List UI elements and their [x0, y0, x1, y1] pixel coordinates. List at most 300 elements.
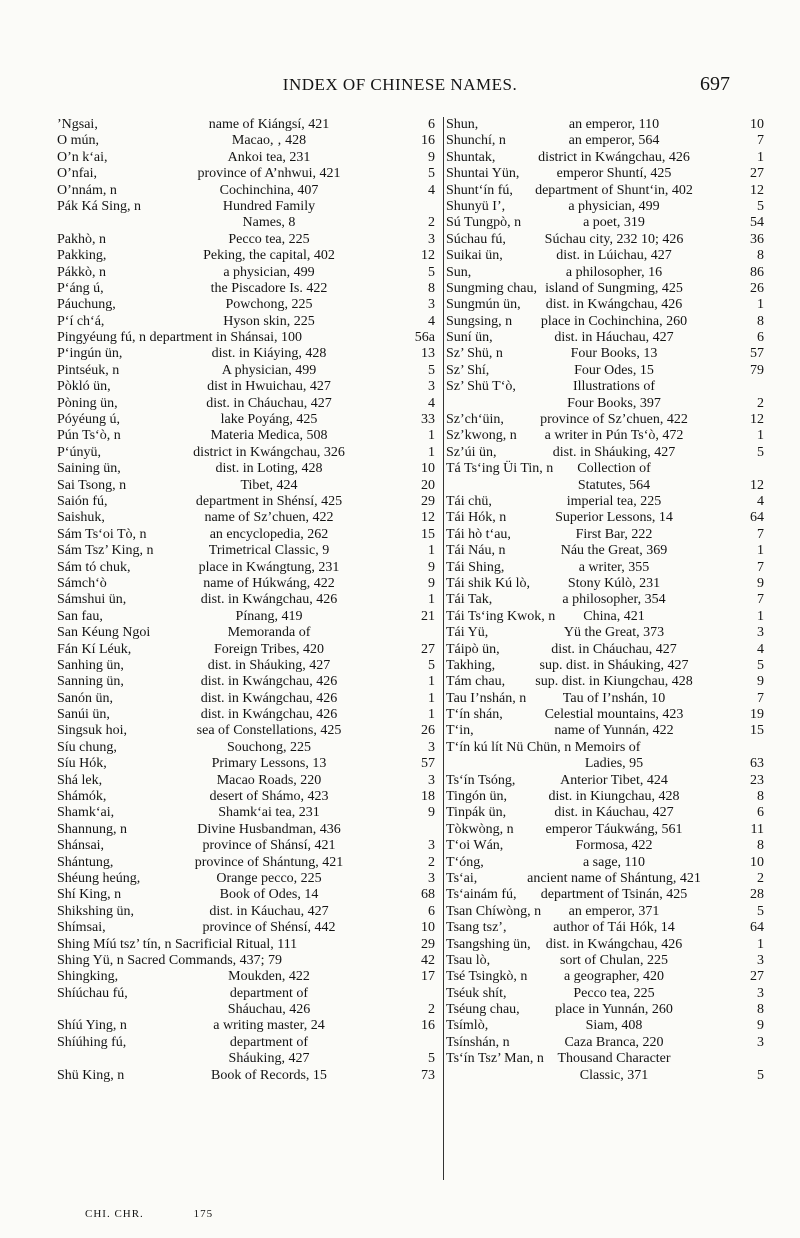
- entry-line: [446, 281, 766, 297]
- entry-line: [446, 658, 766, 674]
- entry-description: name of Kiángsí, 421: [208, 117, 330, 132]
- index-entry: [57, 576, 441, 592]
- entry-description: sup. dist. in Kiungchau, 428: [535, 674, 693, 690]
- index-entry: [446, 232, 766, 248]
- entry-description: China, 421: [583, 608, 645, 624]
- entry-term: Sanón ün,: [57, 690, 113, 706]
- index-entry: [57, 1018, 441, 1034]
- entry-line: [57, 920, 441, 936]
- entry-column-ref: 12: [750, 412, 764, 428]
- entry-column-ref: 7: [757, 526, 764, 542]
- entry-column-ref: 7: [757, 133, 764, 149]
- entry-term: Shunt‘ín fú,: [446, 182, 513, 198]
- entry-column-ref: 79: [750, 362, 764, 378]
- entry-term: Shuntak,: [446, 149, 496, 165]
- entry-term: Shá lek,: [57, 772, 103, 788]
- entry-description: Divine Husbandman, 436: [197, 821, 341, 837]
- entry-line: [57, 904, 441, 920]
- entry-line: [57, 478, 441, 494]
- entry-description: Thousand Character: [557, 1051, 671, 1067]
- index-entry: [57, 740, 441, 756]
- entry-term: Tsang tsz’,: [446, 920, 507, 936]
- entry-column-ref: 5: [428, 1051, 435, 1067]
- entry-description: a geographer, 420: [563, 969, 665, 985]
- entry-line: [57, 297, 441, 313]
- entry-column-ref: 57: [421, 756, 435, 772]
- entry-column-ref: 4: [428, 313, 435, 329]
- entry-line: [446, 1035, 766, 1051]
- entry-column-ref: 18: [421, 789, 435, 805]
- entry-column-ref: 5: [428, 166, 435, 182]
- entry-description: Memoranda of: [227, 625, 311, 641]
- entry-line: [446, 232, 766, 248]
- entry-column-ref: 3: [428, 379, 435, 395]
- entry-line: [446, 625, 766, 641]
- index-entry: [446, 920, 766, 936]
- index-entry: [446, 986, 766, 1002]
- entry-line: [446, 379, 766, 395]
- entry-description: Yü the Great, 373: [563, 625, 665, 641]
- entry-description: the Piscadore Is. 422: [210, 280, 328, 296]
- entry-line: [57, 838, 441, 854]
- entry-term: Sun,: [446, 264, 472, 280]
- entry-column-ref: 5: [757, 198, 764, 214]
- index-entry: [57, 953, 441, 969]
- entry-term: Síu chung,: [57, 739, 117, 755]
- entry-column-ref: 3: [428, 297, 435, 313]
- entry-term: Tái Náu, n: [446, 543, 506, 559]
- entry-description: department in Shénsí, 425: [195, 493, 343, 509]
- entry-column-ref: 15: [421, 526, 435, 542]
- entry-line: [446, 609, 766, 625]
- entry-line: [446, 478, 766, 494]
- entry-column-ref: 27: [421, 641, 435, 657]
- entry-term: O mún,: [57, 133, 99, 149]
- entry-column-ref: 9: [757, 674, 764, 690]
- index-entry: [446, 215, 766, 231]
- entry-term: Shántung,: [57, 854, 114, 870]
- entry-line: [446, 560, 766, 576]
- entry-line: [57, 969, 441, 985]
- index-entry: [57, 986, 441, 1019]
- entry-description: sup. dist. in Sháuking, 427: [539, 657, 689, 673]
- entry-column-ref: 9: [757, 575, 764, 591]
- index-entry: [446, 805, 766, 821]
- index-entry: [57, 363, 441, 379]
- entry-description: Cochinchina, 407: [219, 182, 319, 198]
- entry-description: Statutes, 564: [577, 477, 651, 493]
- entry-description: Macao Roads, 220: [216, 772, 322, 788]
- page-header: [0, 75, 800, 97]
- entry-description: a physician, 499: [568, 198, 660, 214]
- entry-column-ref: 27: [750, 969, 764, 985]
- entry-description: dist. in Kwángchau, 426: [200, 592, 338, 608]
- entry-line: [446, 543, 766, 559]
- entry-term: T‘oi Wán,: [446, 838, 504, 854]
- index-entry: [446, 150, 766, 166]
- entry-term: Sámshui ün,: [57, 592, 127, 608]
- entry-term: Pòkló ün,: [57, 379, 111, 395]
- entry-column-ref: 7: [757, 690, 764, 706]
- index-entry: [57, 183, 441, 199]
- entry-column-ref: 3: [757, 1034, 764, 1050]
- index-entry: [446, 1002, 766, 1018]
- index-entry: [57, 1035, 441, 1068]
- entry-column-ref: 9: [428, 805, 435, 821]
- entry-term: Sú Tungpò, n: [446, 215, 522, 231]
- entry-term: Pún Ts‘ò, n: [57, 428, 121, 444]
- entry-line: [446, 199, 766, 215]
- entry-term: Tingón ün,: [446, 789, 507, 805]
- entry-line: [57, 1068, 441, 1084]
- entry-line: [57, 822, 441, 838]
- index-entry: [446, 543, 766, 559]
- index-entry: [446, 707, 766, 723]
- entry-line: [446, 1018, 766, 1034]
- entry-term: Sz’kwong, n: [446, 428, 517, 444]
- entry-column-ref: 29: [421, 493, 435, 509]
- entry-description: sort of Chulan, 225: [559, 952, 669, 968]
- index-entry: [57, 1068, 441, 1084]
- entry-line: [446, 248, 766, 264]
- entry-column-ref: 3: [757, 985, 764, 1001]
- entry-column-ref: 26: [750, 280, 764, 296]
- entry-description: Four Odes, 15: [574, 362, 654, 378]
- entry-line: [446, 133, 766, 149]
- entry-line: [57, 461, 441, 477]
- entry-term: Shing Yü, n Sacred Commands, 437; 79: [57, 952, 283, 968]
- entry-description: an emperor, 564: [568, 133, 660, 149]
- entry-line: [57, 658, 441, 674]
- entry-column-ref: 26: [421, 723, 435, 739]
- entry-term: Fán Kí Léuk,: [57, 641, 132, 657]
- index-column-right: [446, 117, 766, 1084]
- entry-line: [446, 396, 766, 412]
- entry-term: Singsuk hoi,: [57, 723, 128, 739]
- entry-line: [446, 773, 766, 789]
- index-entry: [57, 789, 441, 805]
- entry-term: T‘in,: [446, 723, 474, 739]
- entry-description: Formosa, 422: [575, 838, 653, 854]
- index-entry: [446, 937, 766, 953]
- entry-term: Saishuk,: [57, 510, 105, 526]
- index-entry: [57, 461, 441, 477]
- index-entry: [57, 510, 441, 526]
- entry-column-ref: 5: [757, 903, 764, 919]
- entry-column-ref: 1: [757, 936, 764, 952]
- entry-description: lake Poyáng, 425: [220, 412, 318, 428]
- entry-term: Sámch‘ò: [57, 575, 107, 591]
- entry-term: Ts‘ín Tsz’ Man, n: [446, 1051, 544, 1067]
- entry-line: [446, 330, 766, 346]
- entry-line: [57, 363, 441, 379]
- index-entry: [57, 314, 441, 330]
- entry-term: Tái Tak,: [446, 592, 493, 608]
- entry-term: Shannung, n: [57, 821, 127, 837]
- signature-mark: CHI. CHR.: [85, 1208, 144, 1220]
- signature-number: 175: [193, 1208, 214, 1220]
- entry-line: [446, 920, 766, 936]
- entry-description: Orange pecco, 225: [216, 870, 322, 886]
- entry-column-ref: 1: [757, 608, 764, 624]
- entry-description: dist. in Kwángchau, 426: [200, 690, 338, 706]
- entry-term: Tsau lò,: [446, 952, 491, 968]
- entry-term: San Kéung Ngoi: [57, 625, 151, 641]
- entry-term: Sz’ch‘üin,: [446, 412, 504, 428]
- index-column-left: [57, 117, 441, 1084]
- entry-column-ref: 16: [421, 1018, 435, 1034]
- entry-term: Shamk‘ai,: [57, 805, 115, 821]
- entry-line: [57, 674, 441, 690]
- entry-description: Illustrations of: [572, 379, 656, 395]
- entry-description: province of Shánsí, 421: [202, 838, 336, 854]
- index-entry: [446, 117, 766, 133]
- index-entry: [446, 330, 766, 346]
- entry-column-ref: 4: [757, 641, 764, 657]
- entry-description: Ankoi tea, 231: [227, 149, 311, 165]
- entry-line: [446, 576, 766, 592]
- index-entry: [446, 642, 766, 658]
- entry-description: Shamk‘ai tea, 231: [218, 805, 320, 821]
- entry-column-ref: 1: [428, 543, 435, 559]
- entry-description: Celestial mountains, 423: [544, 707, 684, 723]
- entry-term: Shíúhing fú,: [57, 1034, 127, 1050]
- entry-column-ref: 7: [757, 559, 764, 575]
- entry-description: ancient name of Shántung, 421: [527, 870, 701, 886]
- entry-column-ref: 10: [421, 461, 435, 477]
- entry-line: [57, 805, 441, 821]
- index-entry: [446, 953, 766, 969]
- entry-line: [57, 281, 441, 297]
- entry-line: [446, 707, 766, 723]
- entry-line: [57, 953, 441, 969]
- entry-description: Peking, the capital, 402: [203, 248, 335, 264]
- index-entry: [446, 560, 766, 576]
- entry-term: Shíúchau fú,: [57, 985, 128, 1001]
- index-entry: [57, 166, 441, 182]
- entry-term: Tòkwòng, n: [446, 821, 514, 837]
- entry-line: [57, 412, 441, 428]
- entry-term: Tau I’nshán, n: [446, 690, 527, 706]
- entry-line: [57, 756, 441, 772]
- entry-column-ref: 2: [428, 1002, 435, 1018]
- entry-term: Pingyéung fú, n department in Shánsai, 100: [57, 330, 302, 346]
- entry-description: dist. in Sháuking, 427: [207, 657, 331, 673]
- entry-description: a philosopher, 16: [565, 264, 663, 280]
- entry-line: [446, 887, 766, 903]
- index-entry: [57, 658, 441, 674]
- index-entry: [57, 592, 441, 608]
- entry-column-ref: 54: [750, 215, 764, 231]
- index-entry: [57, 625, 441, 658]
- entry-description: Ladies, 95: [584, 756, 644, 772]
- entry-line: [446, 855, 766, 871]
- index-entry: [446, 494, 766, 510]
- entry-description: Tau of I’nshán, 10: [562, 690, 666, 706]
- entry-column-ref: 1: [428, 707, 435, 723]
- index-entry: [446, 740, 766, 773]
- entry-line: [57, 1035, 441, 1051]
- entry-term: Sám Ts‘oi Tò, n: [57, 526, 147, 542]
- entry-description: A physician, 499: [221, 362, 317, 378]
- entry-line: [57, 691, 441, 707]
- entry-description: name of Húkwáng, 422: [203, 575, 335, 591]
- entry-term: Táipò ün,: [446, 641, 500, 657]
- page-footer: [85, 1208, 259, 1220]
- index-entry: [57, 248, 441, 264]
- entry-column-ref: 36: [750, 231, 764, 247]
- entry-term: Pòning ün,: [57, 395, 118, 411]
- entry-term: Shámók,: [57, 789, 107, 805]
- index-entry: [446, 592, 766, 608]
- entry-term: Tséung chau,: [446, 1002, 520, 1018]
- entry-column-ref: 1: [428, 690, 435, 706]
- index-entry: [446, 625, 766, 641]
- index-entry: [446, 445, 766, 461]
- entry-term: Suikai ün,: [446, 248, 503, 264]
- index-entry: [57, 199, 441, 232]
- entry-column-ref: 6: [757, 805, 764, 821]
- entry-line: [446, 510, 766, 526]
- entry-term: Shíú Ying, n: [57, 1018, 127, 1034]
- entry-description: Four Books, 13: [570, 346, 658, 362]
- entry-term: Sungsing, n: [446, 313, 513, 329]
- entry-description: a physician, 499: [223, 264, 315, 280]
- entry-column-ref: 5: [757, 444, 764, 460]
- entry-line: [446, 297, 766, 313]
- entry-term: Shingking,: [57, 969, 119, 985]
- entry-line: [446, 461, 766, 477]
- entry-description: dist. in Kwángchau, 426: [200, 707, 338, 723]
- entry-column-ref: 3: [428, 231, 435, 247]
- column-divider: [443, 117, 444, 1180]
- entry-line: [446, 904, 766, 920]
- entry-line: [57, 445, 441, 461]
- index-entry: [57, 674, 441, 690]
- index-entry: [57, 379, 441, 395]
- index-entry: [446, 1018, 766, 1034]
- entry-column-ref: 16: [421, 133, 435, 149]
- entry-description: a poet, 319: [583, 215, 645, 231]
- entry-term: Shü King, n: [57, 1067, 125, 1083]
- entry-line: [446, 494, 766, 510]
- entry-line: [446, 986, 766, 1002]
- entry-line: [57, 707, 441, 723]
- entry-term: Pák Ká Sing, n: [57, 198, 141, 214]
- entry-description: province of A’nhwui, 421: [197, 166, 341, 182]
- entry-term: Shánsai,: [57, 838, 105, 854]
- entry-description: Náu the Great, 369: [560, 543, 668, 559]
- entry-line: [446, 937, 766, 953]
- index-entry: [57, 445, 441, 461]
- index-entry: [446, 248, 766, 264]
- entry-term: O’nfai,: [57, 166, 98, 182]
- entry-column-ref: 1: [757, 428, 764, 444]
- entry-description: an emperor, 110: [568, 117, 660, 132]
- entry-line: [446, 953, 766, 969]
- entry-description: Hyson skin, 225: [223, 313, 315, 329]
- entry-description: department of: [229, 1034, 309, 1050]
- entry-line: [57, 510, 441, 526]
- entry-description: dist. in Cháuchau, 427: [551, 641, 677, 657]
- entry-line: [57, 986, 441, 1002]
- entry-line: [446, 805, 766, 821]
- entry-column-ref: 1: [757, 149, 764, 165]
- index-entry: [446, 871, 766, 887]
- entry-line: [446, 1068, 766, 1084]
- entry-column-ref: 5: [428, 264, 435, 280]
- entry-column-ref: 8: [757, 248, 764, 264]
- entry-line: [57, 183, 441, 199]
- entry-column-ref: 9: [757, 1018, 764, 1034]
- entry-line: [57, 346, 441, 362]
- entry-term: Sám tó chuk,: [57, 559, 131, 575]
- index-entry: [57, 428, 441, 444]
- index-entry: [446, 609, 766, 625]
- entry-description: dist. in Kiungchau, 428: [548, 789, 680, 805]
- entry-term: Póyéung ú,: [57, 412, 120, 428]
- entry-description: Four Books, 397: [567, 395, 661, 411]
- entry-line: [446, 314, 766, 330]
- index-entry: [446, 855, 766, 871]
- entry-line: [446, 166, 766, 182]
- entry-description: Superior Lessons, 14: [555, 510, 673, 526]
- entry-term: Sz’ Shü T‘ò,: [446, 379, 516, 395]
- entry-column-ref: 2: [757, 870, 764, 886]
- index-entry: [446, 297, 766, 313]
- entry-description: name of Sz’chuen, 422: [204, 510, 334, 526]
- entry-term: Sám Tsz’ King, n: [57, 543, 154, 559]
- entry-description: imperial tea, 225: [566, 493, 662, 509]
- entry-line: [57, 265, 441, 281]
- entry-line: [446, 346, 766, 362]
- entry-description: desert of Shámo, 423: [209, 789, 329, 805]
- entry-term: Ts‘ai,: [446, 870, 478, 886]
- entry-column-ref: 64: [750, 510, 764, 526]
- entry-term: Sz’úi ün,: [446, 444, 497, 460]
- entry-term: P‘í ch‘á,: [57, 313, 105, 329]
- entry-column-ref: 8: [757, 313, 764, 329]
- entry-description: dist. in Káuchau, 427: [209, 903, 329, 919]
- entry-description: province of Shántung, 421: [194, 854, 344, 870]
- entry-description: author of Tái Hók, 14: [553, 920, 675, 936]
- index-entry: [446, 281, 766, 297]
- entry-description: Hundred Family: [222, 198, 316, 214]
- entry-description: Collection of: [577, 461, 651, 477]
- entry-column-ref: 63: [750, 756, 764, 772]
- entry-description: dist. in Cháuchau, 427: [206, 395, 332, 411]
- entry-line: [57, 330, 441, 346]
- entry-column-ref: 8: [428, 280, 435, 296]
- entry-description: an encyclopedia, 262: [209, 526, 329, 542]
- entry-column-ref: 3: [757, 952, 764, 968]
- index-entry: [57, 855, 441, 871]
- entry-column-ref: 5: [757, 1067, 764, 1083]
- entry-description: Materia Medica, 508: [210, 428, 328, 444]
- entry-term: Shuntai Yün,: [446, 166, 520, 182]
- entry-description: Foreign Tribes, 420: [213, 641, 325, 657]
- entry-description: Sháuking, 427: [228, 1051, 310, 1067]
- entry-line: [446, 412, 766, 428]
- entry-column-ref: 19: [750, 707, 764, 723]
- entry-term: Tái Hók, n: [446, 510, 507, 526]
- entry-description: Souchong, 225: [227, 739, 311, 755]
- entry-line: [446, 691, 766, 707]
- index-entry: [57, 822, 441, 838]
- index-entry: [57, 707, 441, 723]
- entry-column-ref: 10: [750, 854, 764, 870]
- entry-line: [57, 314, 441, 330]
